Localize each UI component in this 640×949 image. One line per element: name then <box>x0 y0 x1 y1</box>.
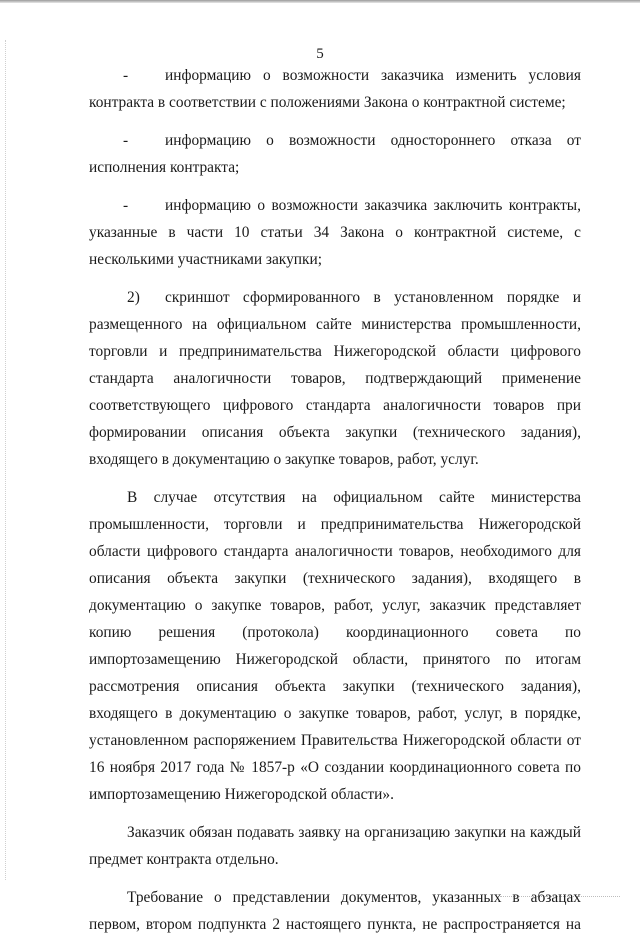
paragraph-line: Заказчик обязан подавать заявку на организацию закупки на каждый <box>127 824 581 841</box>
subitem-line: скриншот сформированного в установленном порядке и <box>165 289 581 306</box>
list-item-line: несколькими участниками закупки; <box>89 251 322 268</box>
paragraph-requirement <box>89 884 581 938</box>
paragraph-line: импортозамещению Нижегородской области, принятого по итогам <box>89 651 581 668</box>
paragraph-line: копию решения (протокола) координационного совета по <box>89 624 581 641</box>
list-dash: - <box>123 132 129 149</box>
paragraph-line: В случае отсутствия на официальном сайте министерства <box>127 489 581 506</box>
paragraph-line: документацию о закупке товаров, работ, услуг, заказчик представляет <box>89 597 581 614</box>
list-item-modify-terms <box>89 62 581 116</box>
paragraph-obligation <box>89 819 581 873</box>
paragraph-line: установленном распоряжением Правительства Нижегородской области от <box>89 732 581 749</box>
list-item-unilateral-refusal <box>89 127 581 181</box>
paragraph-line: области цифрового стандарта аналогичности товаров, необходимого для <box>89 543 581 560</box>
list-item-multiple-contracts <box>89 192 581 273</box>
subitem-2-screenshot <box>89 284 581 473</box>
paragraph-absence <box>89 484 581 808</box>
subitem-line: формировании описания объекта закупки (технического задания), <box>89 424 581 441</box>
paragraph-line: Требование о представлении документов, указанных в абзацах <box>127 889 581 906</box>
list-item-line: указанные в части 10 статьи 34 Закона о контрактной системе, с <box>89 224 581 241</box>
subitem-line: стандарта аналогичности товаров, подтверждающий применение <box>89 370 581 387</box>
paragraph-line: входящего в документацию о закупке товаров, работ, услуг, в порядке, <box>89 705 581 722</box>
paragraph-line: промышленности, торговли и предпринимательства Нижегородской <box>89 516 581 533</box>
paragraph-line: предмет контракта отдельно. <box>89 851 279 868</box>
paragraph-line: описания объекта закупки (технического задания), входящего в <box>89 570 581 587</box>
list-dash: - <box>123 67 129 84</box>
paragraph-line: 16 ноября 2017 года № 1857-р «О создании координационного совета по <box>89 759 581 776</box>
list-item-line: информацию о возможности одностороннего отказа от <box>165 132 581 149</box>
paragraph-line: рассмотрения описания объекта закупки (технического задания), <box>89 678 581 695</box>
subitem-line: входящего в документацию о закупке товаров, работ, услуг. <box>89 451 479 468</box>
subitem-line: торговли и предпринимательства Нижегородской области цифрового <box>89 343 581 360</box>
list-item-line: информацию о возможности заказчика заключить контракты, <box>165 197 581 214</box>
list-item-line: исполнения контракта; <box>89 159 240 176</box>
document-body <box>89 62 581 949</box>
scan-edge-left <box>5 40 6 880</box>
paragraph-line: первом, втором подпункта 2 настоящего пункта, не распространяется на <box>89 916 581 933</box>
scan-edge-top <box>0 0 640 3</box>
list-item-line: контракта в соответствии с положениями Закона о контрактной системе; <box>89 94 566 111</box>
paragraph-line: импортозамещению Нижегородской области». <box>89 786 394 803</box>
subitem-line: размещенного на официальном сайте министерства промышленности, <box>89 316 581 333</box>
list-item-line: информацию о возможности заказчика изменить условия <box>165 67 581 84</box>
page-number: 5 <box>316 46 324 62</box>
subitem-number: 2) <box>127 289 140 306</box>
subitem-line: соответствующего цифрового стандарта аналогичности товаров при <box>89 397 581 414</box>
list-dash: - <box>123 197 129 214</box>
